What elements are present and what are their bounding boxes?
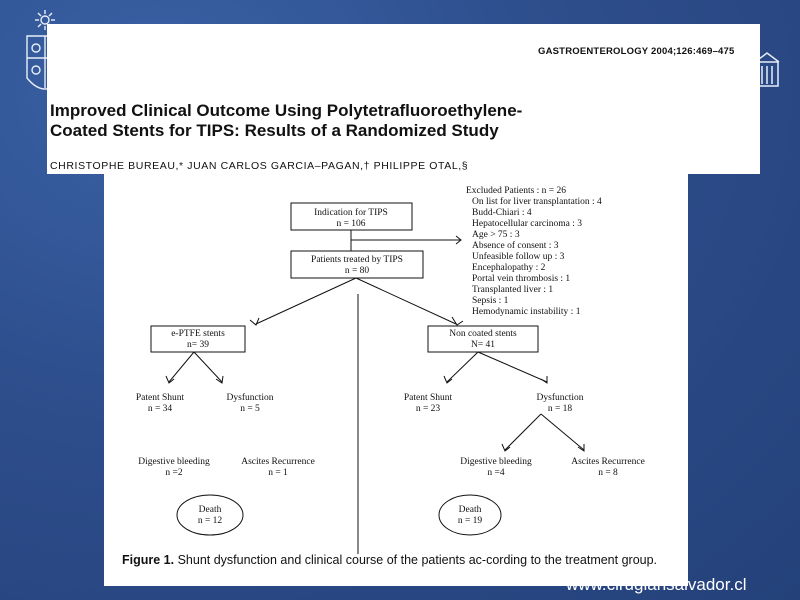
noncoated-death-ellipse (439, 495, 501, 535)
eptfe-dysfunction-count: n = 5 (240, 404, 260, 414)
treated-label: Patients treated by TIPS (311, 255, 403, 265)
eptfe-patent-count: n = 34 (147, 404, 173, 414)
eptfe-ascites-count: n = 1 (268, 468, 288, 478)
excluded-item: On list for liver transplantation : 4 (472, 197, 602, 207)
excluded-item: Transplanted liver : 1 (472, 285, 554, 295)
noncoated-ascites-count: n = 8 (598, 468, 618, 478)
noncoated-patent-count: n = 23 (415, 404, 441, 414)
excluded-item: Encephalopathy : 2 (472, 263, 546, 273)
eptfe-death-ellipse (177, 495, 243, 535)
noncoated-patent-label: Patent Shunt (403, 393, 453, 403)
eptfe-death-count: n = 12 (197, 516, 223, 526)
caption-label: Figure 1. (122, 553, 175, 567)
flowchart (104, 174, 688, 554)
noncoated-ascites-label: Ascites Recurrence (571, 457, 645, 467)
eptfe-patent-label: Patent Shunt (135, 393, 185, 403)
excluded-item: Hepatocellular carcinoma : 3 (472, 219, 582, 229)
excluded-header: Excluded Patients : n = 26 (465, 186, 567, 196)
excluded-item: Unfeasible follow up : 3 (472, 252, 565, 262)
noncoated-label: Non coated stents (449, 329, 517, 339)
eptfe-bleeding-count: n =2 (165, 468, 183, 478)
excluded-item: Portal vein thrombosis : 1 (472, 274, 571, 284)
noncoated-death-label: Death (458, 505, 482, 515)
title-line-2: Coated Stents for TIPS: Results of a Randomized Study (50, 121, 499, 140)
excluded-item: Absence of consent : 3 (472, 241, 559, 251)
article-authors: CHRISTOPHE BUREAU,* JUAN CARLOS GARCIA–PAGAN,† PHILIPPE OTAL,§ (50, 160, 469, 172)
excluded-item: Age > 75 : 3 (472, 230, 520, 240)
website-watermark: www.cirugiahsalvador.cl (566, 575, 747, 594)
indication-label: Indication for TIPS (314, 208, 388, 218)
excluded-item: Sepsis : 1 (472, 296, 509, 306)
noncoated-death-count: n = 19 (457, 516, 483, 526)
figure-caption (122, 553, 682, 568)
treated-count: n = 80 (344, 266, 370, 276)
eptfe-death-label: Death (198, 505, 222, 515)
eptfe-dysfunction-label: Dysfunction (226, 393, 274, 403)
noncoated-bleeding-count: n =4 (487, 468, 505, 478)
noncoated-dysfunction-count: n = 18 (547, 404, 573, 414)
noncoated-bleeding-label: Digestive bleeding (460, 457, 532, 467)
noncoated-count: N= 41 (470, 340, 496, 350)
article-title (50, 101, 756, 141)
eptfe-count: n= 39 (187, 340, 209, 350)
excluded-item: Budd-Chiari : 4 (472, 208, 532, 218)
eptfe-ascites-label: Ascites Recurrence (241, 457, 315, 467)
indication-count: n = 106 (336, 219, 366, 229)
title-line-1: Improved Clinical Outcome Using Polytetrafluoroethylene- (50, 101, 523, 120)
noncoated-dysfunction-label: Dysfunction (536, 393, 584, 403)
eptfe-bleeding-label: Digestive bleeding (138, 457, 210, 467)
caption-text: Shunt dysfunction and clinical course of the patients ac-cording to the treatment group. (177, 553, 658, 567)
excluded-item: Hemodynamic instability : 1 (472, 307, 581, 317)
journal-citation: GASTROENTEROLOGY 2004;126:469–475 (538, 46, 735, 57)
eptfe-label: e-PTFE stents (171, 329, 225, 339)
